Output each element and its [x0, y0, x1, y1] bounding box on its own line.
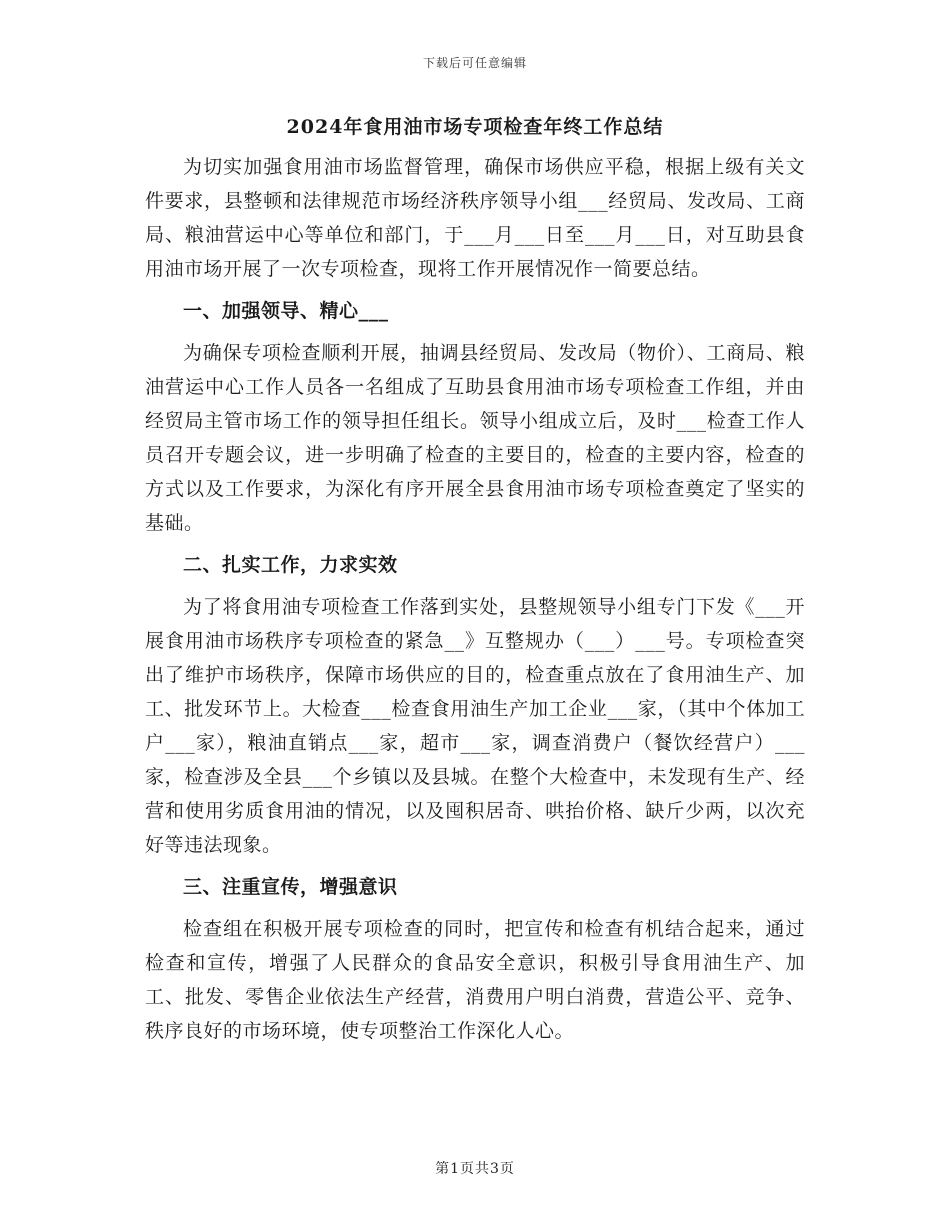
- section-heading: 三、注重宣传，增强意识: [183, 876, 398, 898]
- section-1: [145, 294, 805, 540]
- section-body: 检查组在积极开展专项检查的同时，把宣传和检查有机结合起来，通过检查和宣传，增强了人民群众的食品安全意识，积极引导食用油生产、加工、批发、零售企业依法生产经营，消费用户明白消费，营造公平、竞争、秩序良好的市场环境，使专项整治工作深化人心。: [145, 918, 805, 1042]
- section-body: 为了将食用油专项检查工作落到实处，县整规领导小组专门下发《___开展食用油市场秩序专项检查的紧急__》互整规办（___）___号。专项检查突出了维护市场秩序，保障市场供应的目的，检查重点放在了食用油生产、加工、批发环节上。大检查___检查食用油生产加工企业___家，（其中个体加工户___家），粮油直销点___家，超市___家，调查消费户（餐饮经营户）___家，检查涉及全县___个乡镇以及县城。在整个大检查中，未发现有生产、经营和使用劣质食用油的情况，以及囤积居奇、哄抬价格、缺斤少两，以次充好等违法现象。: [145, 596, 805, 856]
- header-note: 下载后可任意编辑: [422, 56, 527, 70]
- section-heading: 一、加强领导、精心___: [183, 300, 389, 322]
- section-3: [145, 870, 805, 1048]
- document-body: [145, 112, 805, 1054]
- section-heading: 二、扎实工作，力求实效: [183, 554, 398, 576]
- document-title: 2024年食用油市场专项检查年终工作总结: [286, 116, 664, 138]
- section-2: [145, 548, 805, 862]
- section-body: 为确保专项检查顺利开展，抽调县经贸局、发改局（物价）、工商局、粮油营运中心工作人员各一名组成了互助县食用油市场专项检查工作组，并由经贸局主管市场工作的领导担任组长。领导小组成立后，及时___检查工作人员召开专题会议，进一步明确了检查的主要目的，检查的主要内容，检查的方式以及工作要求，为深化有序开展全县食用油市场专项检查奠定了坚实的基础。: [145, 342, 805, 534]
- intro-paragraph: 为切实加强食用油市场监督管理，确保市场供应平稳，根据上级有关文件要求，县整顿和法律规范市场经济秩序领导小组___经贸局、发改局、工商局、粮油营运中心等单位和部门，于___月___日至___月___日，对互助县食用油市场开展了一次专项检查，现将工作开展情况作一简要总结。: [145, 156, 805, 280]
- page-number: 第1页共3页: [435, 1161, 515, 1177]
